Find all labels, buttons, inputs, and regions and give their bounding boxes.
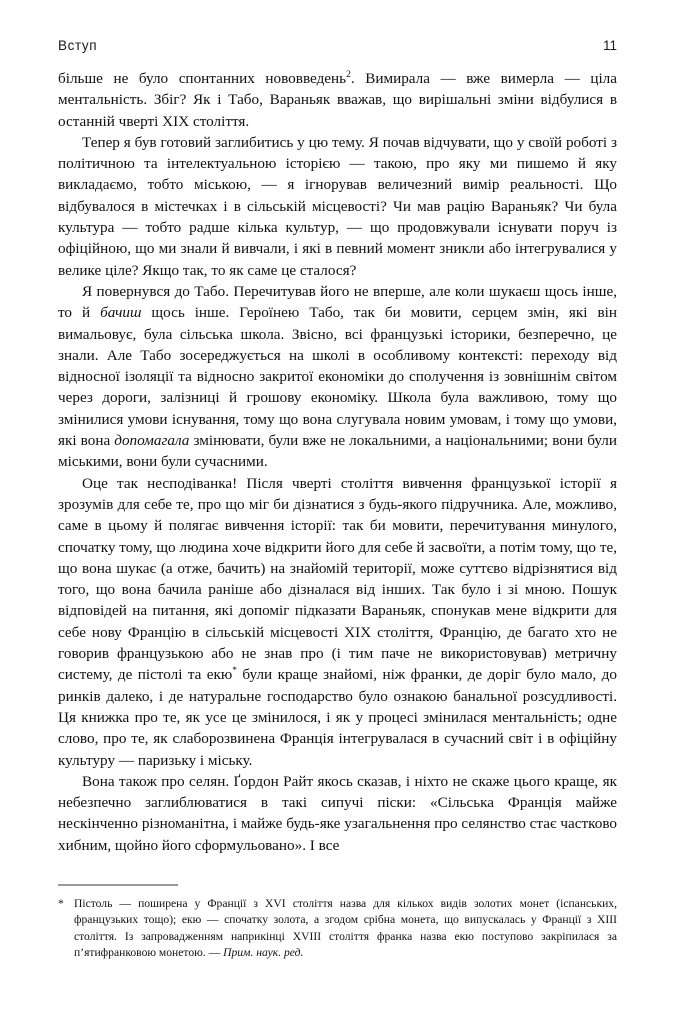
body-paragraph: Я повернувся до Табо. Перечитував його не вперше, але коли шукаєш щось інше, то й бачиш щось інше. Героїнею Табо, так би мовити, серцем змін, які він вимальовує, була сільська школа. Звісно, всі французькі історики, безперечно, це знали. Але Табо зосереджується на школі в особливому контексті: переходу від відносної ізоляції та відносно закритої економіки до сполучення із зовнішнім світом через дороги, залізниці й грошову економіку. Школа була важливою, тому що змінилися умови існування, тому що вона слугувала новим умовам, і тому що умови, які вона допомагала змінювати, були вже не локальними, а національними; вони були міськими, вони були сучасними. xyxy=(58,282,617,471)
footnote-area xyxy=(58,884,617,962)
body-paragraph: більше не було спонтанних нововведень$^2$. Вимирала — вже вимерла — ціла ментальність. Збіг? Як і Табо, Вараньяк вважав, що вирішальні зміни відбулися в останній чверті XIX століття. xyxy=(58,69,617,130)
footnote-marker[interactable]: 2 xyxy=(346,69,351,80)
body-text-block xyxy=(58,68,617,856)
emphasis-text: допомагала xyxy=(114,432,190,450)
footnote-entry-marker: * xyxy=(58,897,64,910)
running-head-chapter: Вступ xyxy=(58,38,98,53)
footnote-entry: * Пістоль — поширена у Франції з XVI століття назва для кількох видів золотих монет (іспанських, французьких тощо); екю — спочатку золота, а згодом срібна монета, що випускалась у Франції з XIII століття. Із запровадженням наприкінці XVIII століття франка назва екю поступово закріпилася за п’ятифранковою монетою. — Прим. наук. ред. xyxy=(58,897,617,960)
body-paragraph: Оце так несподіванка! Після чверті століття вивчення французької історії я зрозумів для себе те, про що міг би дізнатися з будь-якого підручника. Але, можливо, саме в цьому й полягає вивчення історії: так би мовити, перечитування минулого, спочатку тому, що людина хоче відкрити його для себе й засвоїти, а потім тому, що те, що вона шукає (а отже, бачить) на знайомій території, може суттєво відрізнятися від того, що вона бачила раніше або дізналася від інших. Так було і зі мною. Пошук відповідей на питання, які допоміг підказати Вараньяк, спонукав мене відкрити для себе нову Францію в сільській місцевості XIX століття, Францію, де багато хто не говорив французькою або не знав про (і тим паче не використовував) метричну систему, де пістолі та екю* були краще знайомі, ніж франки, де доріг було мало, до ринків далеко, і де натуральне господарство було ознакою банальної розсудливості. Ця книжка про те, як усе це змінилося, і як у процесі змінилася ментальність; одне слово, про те, як слаборозвинена Франція інтегрувалася в сучасний світ і в офіційну культуру — паризьку і міську. xyxy=(58,474,617,769)
page-number: 11 xyxy=(602,38,617,53)
footnote-list xyxy=(58,896,617,962)
footnote-marker[interactable]: * xyxy=(232,666,238,677)
body-paragraph: Вона також про селян. Ґордон Райт якось сказав, і ніхто не скаже цього краще, як небезпечно заглиблюватися в такі сипучі піски: «Сільська Франція майже нескінченно різноманітна, і майже будь-яке узагальнення про селянство стає частково хибним, щойно його сформульовано». І все xyxy=(58,772,617,854)
footnote-separator-rule xyxy=(58,884,178,886)
running-head xyxy=(58,38,617,58)
body-paragraph: Тепер я був готовий заглибитись у цю тему. Я почав відчувати, що у своїй роботі з політичною та інтелектуальною історією — такою, про яку ми пишемо й яку викладаємо, тобто міською, — я ігнорував величезний вимір реальності. Що відбувалося в містечках і в сільській місцевості? Чи мав рацію Вараньяк? Чи була культура — тобто радше кілька культур, — що продовжували існувати поруч із офіційною, що ми знали й вивчали, і які в певний момент зникли або інтегрувалися у велике ціле? Якщо так, то як саме це сталося? xyxy=(58,133,617,279)
emphasis-text: бачиш xyxy=(100,304,142,322)
emphasis-text: Прим. наук. ред. xyxy=(223,946,304,960)
